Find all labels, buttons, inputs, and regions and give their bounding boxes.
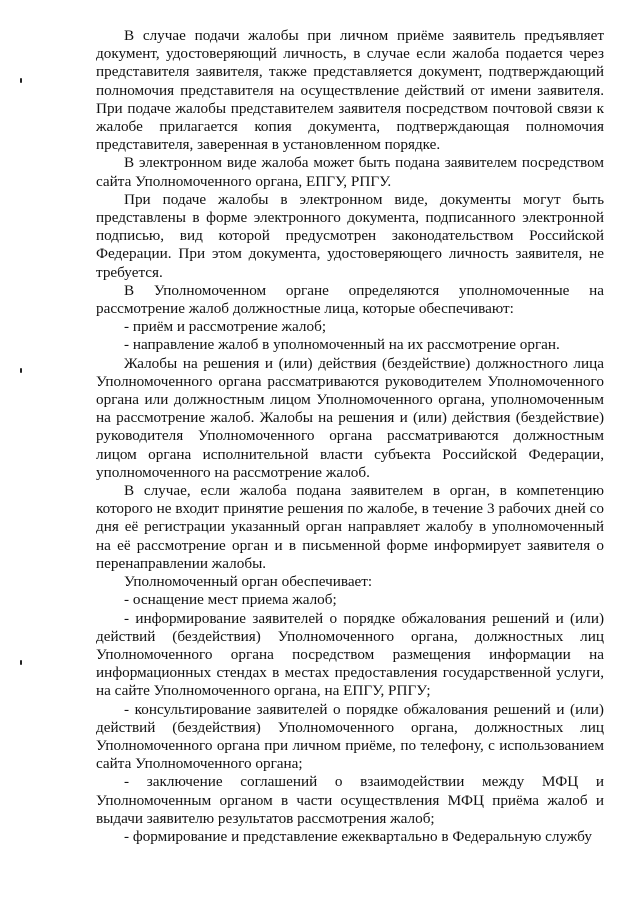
scan-artifact-mark (20, 368, 22, 373)
list-item: - приём и рассмотрение жалоб; (124, 318, 327, 336)
paragraph: В случае подачи жалобы при личном приёме заявитель предъявляет документ, удостоверяющий личность, в случае если жалоба подается через представителя заявителя, также представляется документ, подтверждающий полномочия представителя на осуществление действий от имени заявителя. При подаче жалобы представителем заявителя посредством почтовой связи к жалобе прилагается копия документа, подтверждающая полномочия представителя, заверенная в установленном порядке. (96, 27, 604, 154)
list-item: - направление жалоб в уполномоченный на их рассмотрение орган. (124, 336, 560, 354)
list-item: - информирование заявителей о порядке обжалования решений и (или) действий (бездействия) Уполномоченного органа, должностных лиц Уполномоченного органа посредством размещения информации на информационных стендах в местах предоставления государственной услуги, на сайте Уполномоченного органа, на ЕПГУ, РПГУ; (96, 609, 604, 700)
document-body (96, 27, 604, 846)
paragraph: В случае, если жалоба подана заявителем в орган, в компетенцию которого не входит принятие решения по жалобе, в течение 3 рабочих дней со дня её регистрации указанный орган направляет жалобу в уполномоченный на её рассмотрение орган и в письменной форме информирует заявителя о перенаправлении жалобы. (96, 482, 604, 572)
paragraph: Уполномоченный орган обеспечивает: (124, 573, 373, 591)
list-item: - оснащение мест приема жалоб; (124, 591, 337, 609)
list-item: - заключение соглашений о взаимодействии между МФЦ и Уполномоченным органом в части осуществления МФЦ приёма жалоб и выдачи заявителю результатов рассмотрения жалоб; (96, 773, 604, 827)
paragraph: В Уполномоченном органе определяются уполномоченные на рассмотрение жалоб должностные лица, которые обеспечивают: (96, 281, 604, 318)
scan-artifact-mark (20, 78, 22, 83)
paragraph: Жалобы на решения и (или) действия (бездействие) должностного лица Уполномоченного органа рассматриваются руководителем Уполномоченного органа или должностным лицом Уполномоченного органа, уполномоченным на рассмотрение жалоб. Жалобы на решения и (или) действия (бездействие) руководителя Уполномоченного органа рассматриваются должностным лицом органа исполнительной власти субъекта Российской Федерации, уполномоченного на рассмотрение жалоб. (96, 354, 604, 481)
paragraph: В электронном виде жалоба может быть подана заявителем посредством сайта Уполномоченного органа, ЕПГУ, РПГУ. (96, 154, 604, 190)
list-item: - формирование и представление ежеквартально в Федеральную службу (124, 827, 592, 845)
scan-artifact-mark (20, 660, 22, 665)
list-item: - консультирование заявителей о порядке обжалования решений и (или) действий (бездействия) Уполномоченного органа, должностных лиц Уполномоченного органа при личном приёме, по телефону, с использованием сайта Уполномоченного органа; (96, 700, 604, 773)
paragraph: При подаче жалобы в электронном виде, документы могут быть представлены в форме электронного документа, подписанного электронной подписью, вид которой предусмотрен законодательством Российской Федерации. При этом документа, удостоверяющего личность заявителя, не требуется. (96, 190, 604, 281)
